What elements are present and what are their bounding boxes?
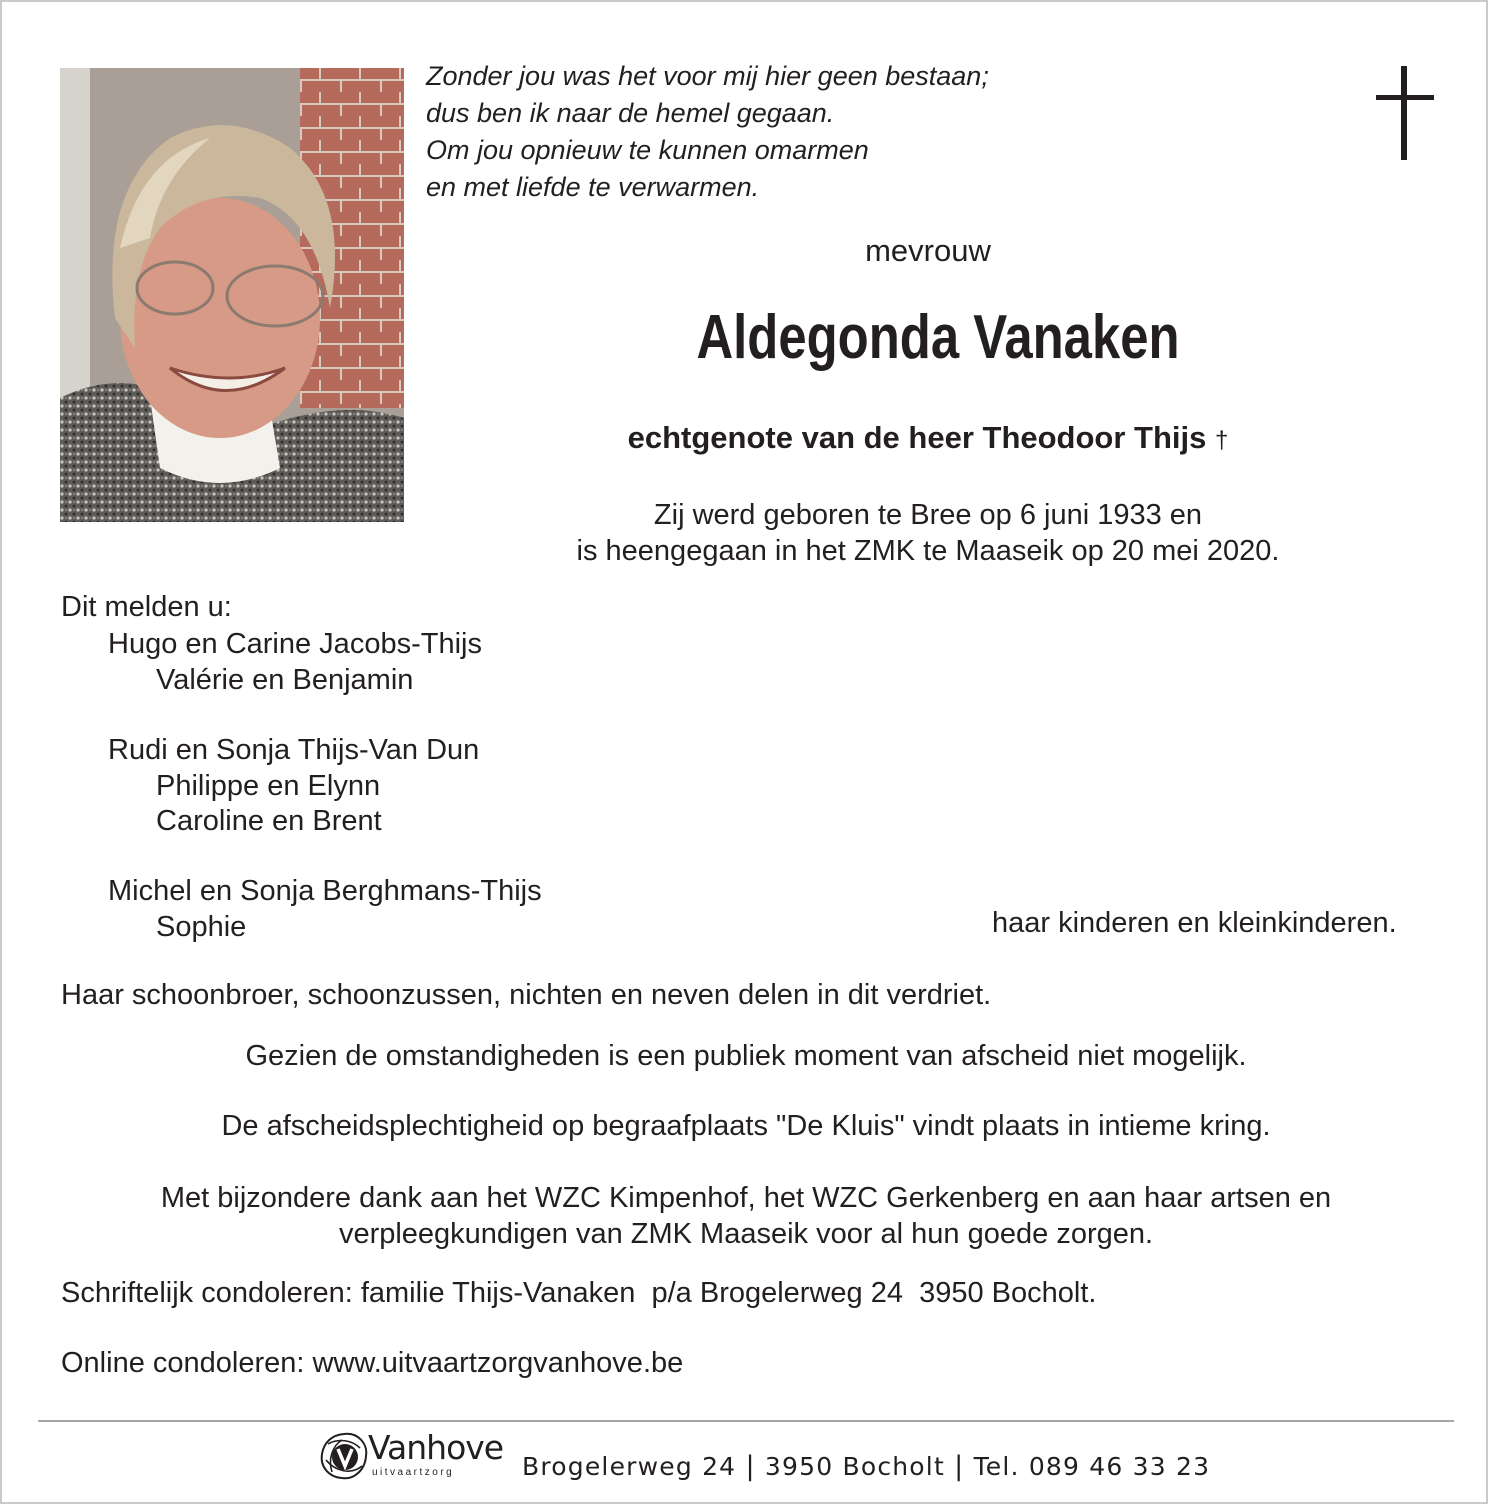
thanks-line: verpleegkundigen van ZMK Maaseik voor al hun goede zorgen. [338, 1218, 1154, 1250]
family-children: Valérie en Benjamin [156, 664, 414, 696]
dagger-icon: † [1215, 427, 1229, 454]
footer-separator: | [745, 1451, 756, 1482]
spouse-line [428, 420, 1428, 456]
deceased-name: Aldegonda Vanaken [696, 303, 1180, 372]
circumstances-message: Gezien de omstandigheden is een publiek moment van afscheid niet mogelijk. [245, 1040, 1247, 1072]
family-parents: Michel en Sonja Berghmans-Thijs [108, 875, 542, 907]
poem-line: en met liefde te verwarmen. [426, 172, 760, 202]
family-children: Sophie [156, 911, 247, 943]
family-children: Caroline en Brent [156, 805, 382, 837]
brand-tagline: uitvaartzorg [372, 1467, 455, 1478]
footer-address: Brogelerweg 24 [522, 1452, 737, 1481]
poem-line: Zonder jou was het voor mij hier geen bestaan; [426, 61, 989, 91]
cross-icon-bar [1376, 95, 1434, 100]
thanks-line: Met bijzondere dank aan het WZC Kimpenhof, het WZC Gerkenberg en aan haar artsen en [160, 1182, 1332, 1214]
family-parents: Rudi en Sonja Thijs-Van Dun [108, 734, 480, 766]
written-condolence: Schriftelijk condoleren: familie Thijs-Vanaken p/a Brogelerweg 24 3950 Bocholt. [61, 1277, 1097, 1309]
portrait-image [60, 68, 404, 522]
family-closing: haar kinderen en kleinkinderen. [992, 907, 1397, 939]
poem [426, 58, 989, 206]
birth-death-info [428, 497, 1428, 569]
spouse-text: echtgenote van de heer Theodoor Thijs [627, 420, 1207, 455]
poem-line: dus ben ik naar de hemel gegaan. [426, 98, 835, 128]
poem-line: Om jou opnieuw te kunnen omarmen [426, 135, 869, 165]
family-children: Philippe en Elynn [156, 770, 381, 802]
thanks-message [2, 1180, 1488, 1252]
footer-divider [38, 1420, 1454, 1422]
footer-phone: Tel. 089 46 33 23 [973, 1452, 1211, 1481]
announce-label: Dit melden u: [61, 591, 232, 623]
vanhove-logo-icon [318, 1430, 370, 1482]
birth-line: Zij werd geboren te Bree op 6 juni 1933 en [653, 499, 1203, 531]
family-parents: Hugo en Carine Jacobs-Thijs [108, 628, 482, 660]
online-condolence: Online condoleren: www.uitvaartzorgvanhove.be [61, 1347, 684, 1379]
footer-contact [522, 1451, 1210, 1482]
ceremony-message: De afscheidsplechtigheid op begraafplaats "De Kluis" vindt plaats in intieme kring. [221, 1110, 1271, 1142]
portrait-photo [60, 68, 404, 522]
footer-city: 3950 Bocholt [764, 1452, 945, 1481]
brand-name: Vanhove [368, 1428, 504, 1467]
honorific: mevrouw [865, 233, 991, 268]
cross-icon [1401, 66, 1407, 160]
relatives-line: Haar schoonbroer, schoonzussen, nichten en neven delen in dit verdriet. [61, 979, 992, 1011]
death-line: is heengegaan in het ZMK te Maaseik op 20 mei 2020. [576, 535, 1280, 567]
footer-separator: | [954, 1451, 965, 1482]
